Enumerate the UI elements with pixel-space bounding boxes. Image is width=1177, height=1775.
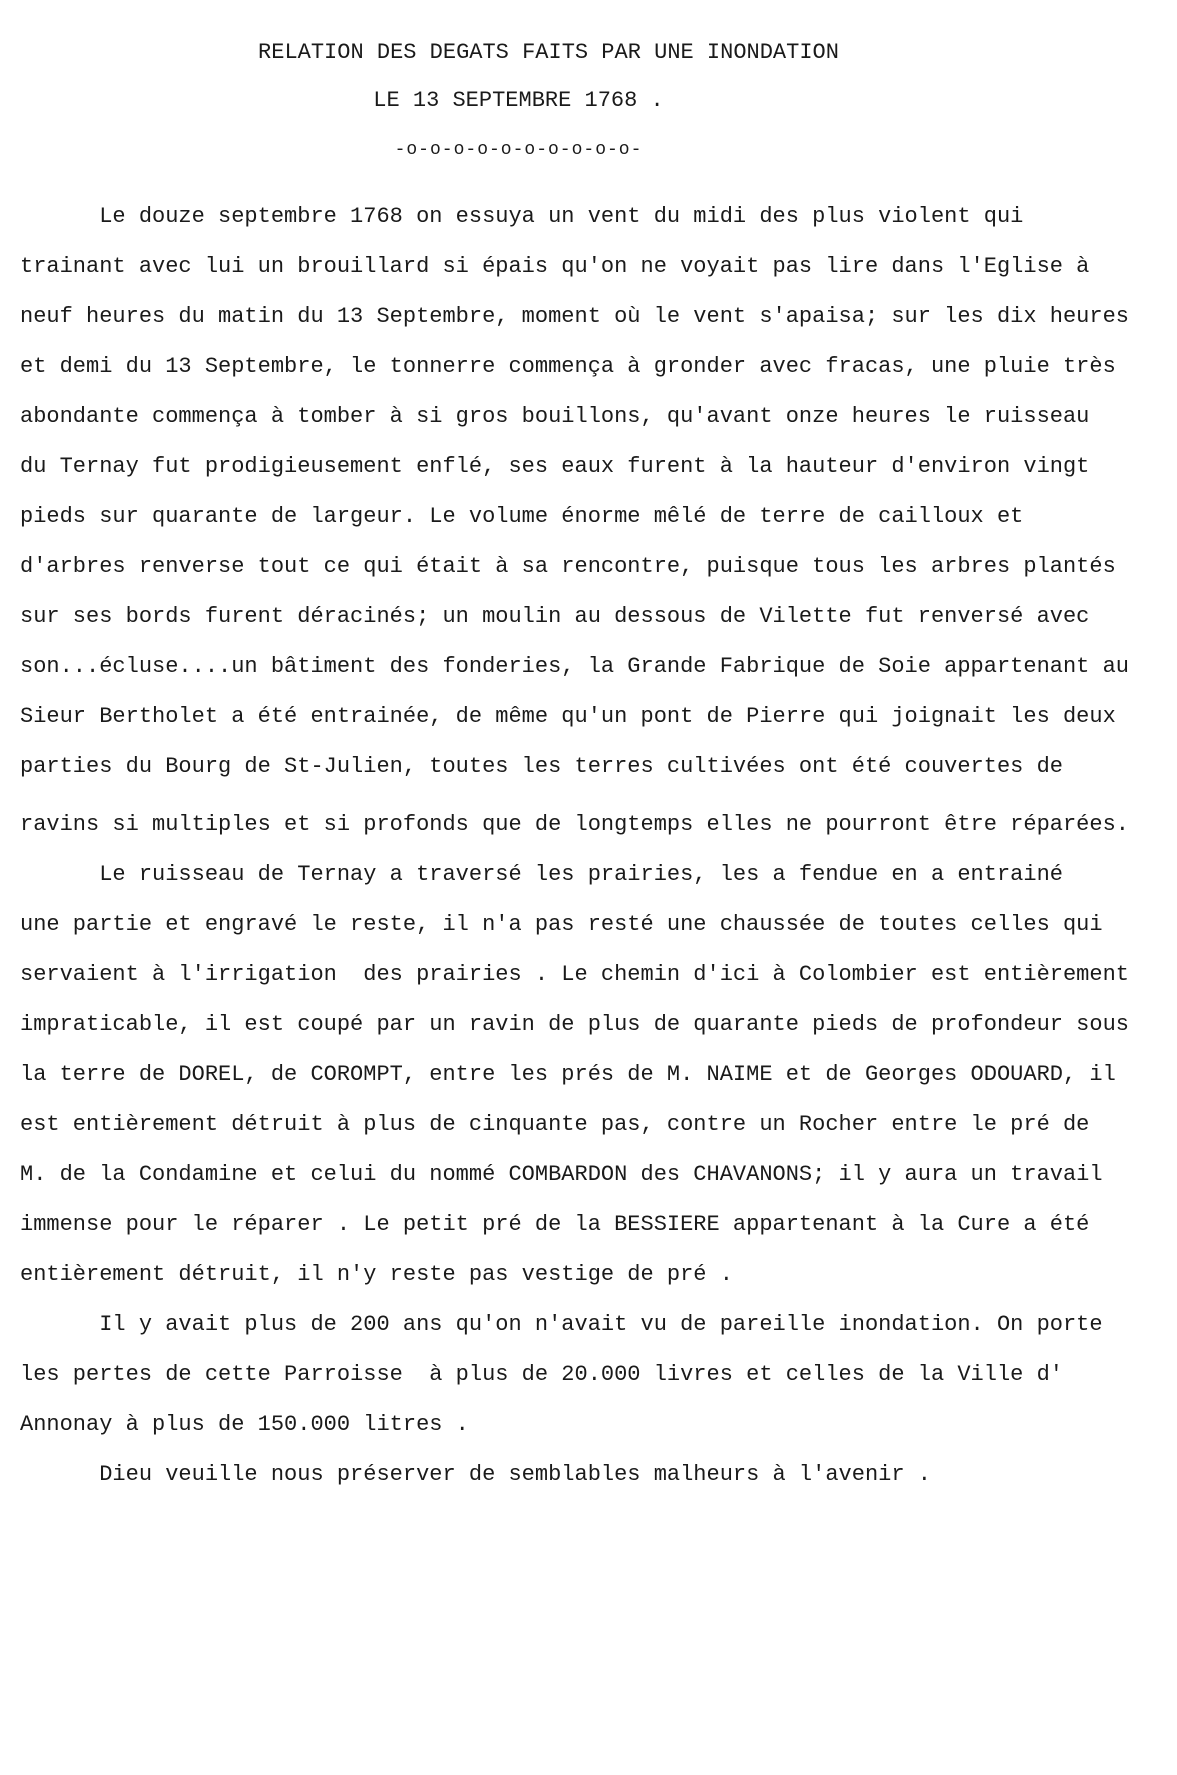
text-line: abondante commença à tomber à si gros bouillons, qu'avant onze heures le ruisseau: [20, 404, 1090, 429]
text-line: Le ruisseau de Ternay a traversé les prairies, les a fendue en a entrainé: [20, 862, 1063, 887]
text-line: immense pour le réparer . Le petit pré de la BESSIERE appartenant à la Cure a été: [20, 1212, 1090, 1237]
text-line: Annonay à plus de 150.000 litres .: [20, 1412, 469, 1437]
text-line: trainant avec lui un brouillard si épais qu'on ne voyait pas lire dans l'Eglise à: [20, 254, 1090, 279]
text-line: entièrement détruit, il n'y reste pas vestige de pré .: [20, 1262, 733, 1287]
text-line: et demi du 13 Septembre, le tonnerre commença à gronder avec fracas, une pluie très: [20, 354, 1116, 379]
text-line: est entièrement détruit à plus de cinquante pas, contre un Rocher entre le pré de: [20, 1112, 1090, 1137]
text-line: du Ternay fut prodigieusement enflé, ses eaux furent à la hauteur d'environ vingt: [20, 454, 1090, 479]
text-line: M. de la Condamine et celui du nommé COMBARDON des CHAVANONS; il y aura un travail: [20, 1162, 1103, 1187]
text-line: Dieu veuille nous préserver de semblables malheurs à l'avenir .: [20, 1462, 931, 1487]
text-line: parties du Bourg de St-Julien, toutes les terres cultivées ont été couvertes de: [20, 754, 1063, 779]
text-line: Le douze septembre 1768 on essuya un vent du midi des plus violent qui: [20, 204, 1024, 229]
text-line: la terre de DOREL, de COROMPT, entre les prés de M. NAIME et de Georges ODOUARD, il: [20, 1062, 1116, 1087]
document-title-line-1: RELATION DES DEGATS FAITS PAR UNE INONDATION: [258, 40, 839, 65]
text-line: servaient à l'irrigation des prairies . Le chemin d'ici à Colombier est entièrement: [20, 962, 1129, 987]
text-line: une partie et engravé le reste, il n'a pas resté une chaussée de toutes celles qui: [20, 912, 1103, 937]
text-line: Sieur Bertholet a été entrainée, de même qu'un pont de Pierre qui joignait les deux: [20, 704, 1116, 729]
document-title-line-2: LE 13 SEPTEMBRE 1768 .: [373, 88, 664, 113]
text-line: ravins si multiples et si profonds que de longtemps elles ne pourront être réparées.: [20, 812, 1129, 837]
title-separator: -o-o-o-o-o-o-o-o-o-o-: [394, 140, 643, 160]
text-line: Il y avait plus de 200 ans qu'on n'avait vu de pareille inondation. On porte: [20, 1312, 1103, 1337]
text-line: impraticable, il est coupé par un ravin de plus de quarante pieds de profondeur sous: [20, 1012, 1129, 1037]
text-line: son...écluse....un bâtiment des fonderies, la Grande Fabrique de Soie appartenant au: [20, 654, 1129, 679]
text-line: neuf heures du matin du 13 Septembre, moment où le vent s'apaisa; sur les dix heures: [20, 304, 1129, 329]
text-line: pieds sur quarante de largeur. Le volume énorme mêlé de terre de cailloux et: [20, 504, 1024, 529]
text-line: d'arbres renverse tout ce qui était à sa rencontre, puisque tous les arbres plantés: [20, 554, 1116, 579]
text-line: les pertes de cette Parroisse à plus de 20.000 livres et celles de la Ville d': [20, 1362, 1063, 1387]
text-line: sur ses bords furent déracinés; un moulin au dessous de Vilette fut renversé avec: [20, 604, 1090, 629]
